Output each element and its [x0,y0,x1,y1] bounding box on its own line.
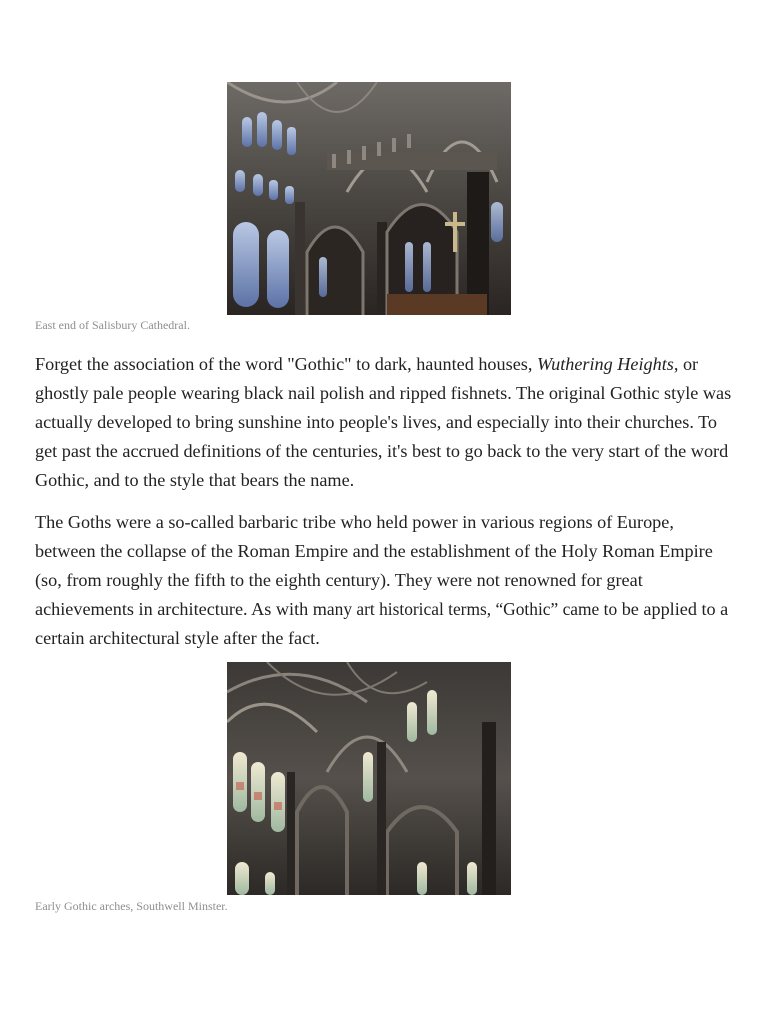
salisbury-cathedral-image [227,82,511,315]
southwell-minster-image [227,662,511,895]
figure-caption: East end of Salisbury Cathedral. [35,318,190,332]
body-paragraph [35,508,735,653]
southwell-minster-photo [227,662,511,895]
paragraph-text: The Goths were a so-called barbaric tribe who held power in various regions of Europe, between the collapse of the Roman Empire and the establishment of the Holy Roman Empire (so, from roughly the fifth to the eighth century). They were not renowned for great achievements in architecture. As with m [35,512,713,619]
body-paragraph [35,350,735,495]
paragraph-text: , or ghostly pale people wearing black nail polish and ripped fishnets. The original Gothic style was actually developed to bring sunshine into people's lives, and especially into their churches. To get past the accrued definitions of the centuries, it's best to go back to the very start of the word Gothic, and to the style that bears the name. [35,354,732,490]
paragraph-text: any art historical terms, “Gothic” came to [326,599,618,619]
salisbury-cathedral-photo [227,82,511,315]
book-title: Wuthering Heights [536,354,674,374]
paragraph-text: be applied to a certain architectural style after the fact. [35,599,729,648]
paragraph-text: Forget the association of the word "Gothic" to dark, haunted houses, [35,354,537,374]
figure-caption: Early Gothic arches, Southwell Minster. [35,899,228,913]
